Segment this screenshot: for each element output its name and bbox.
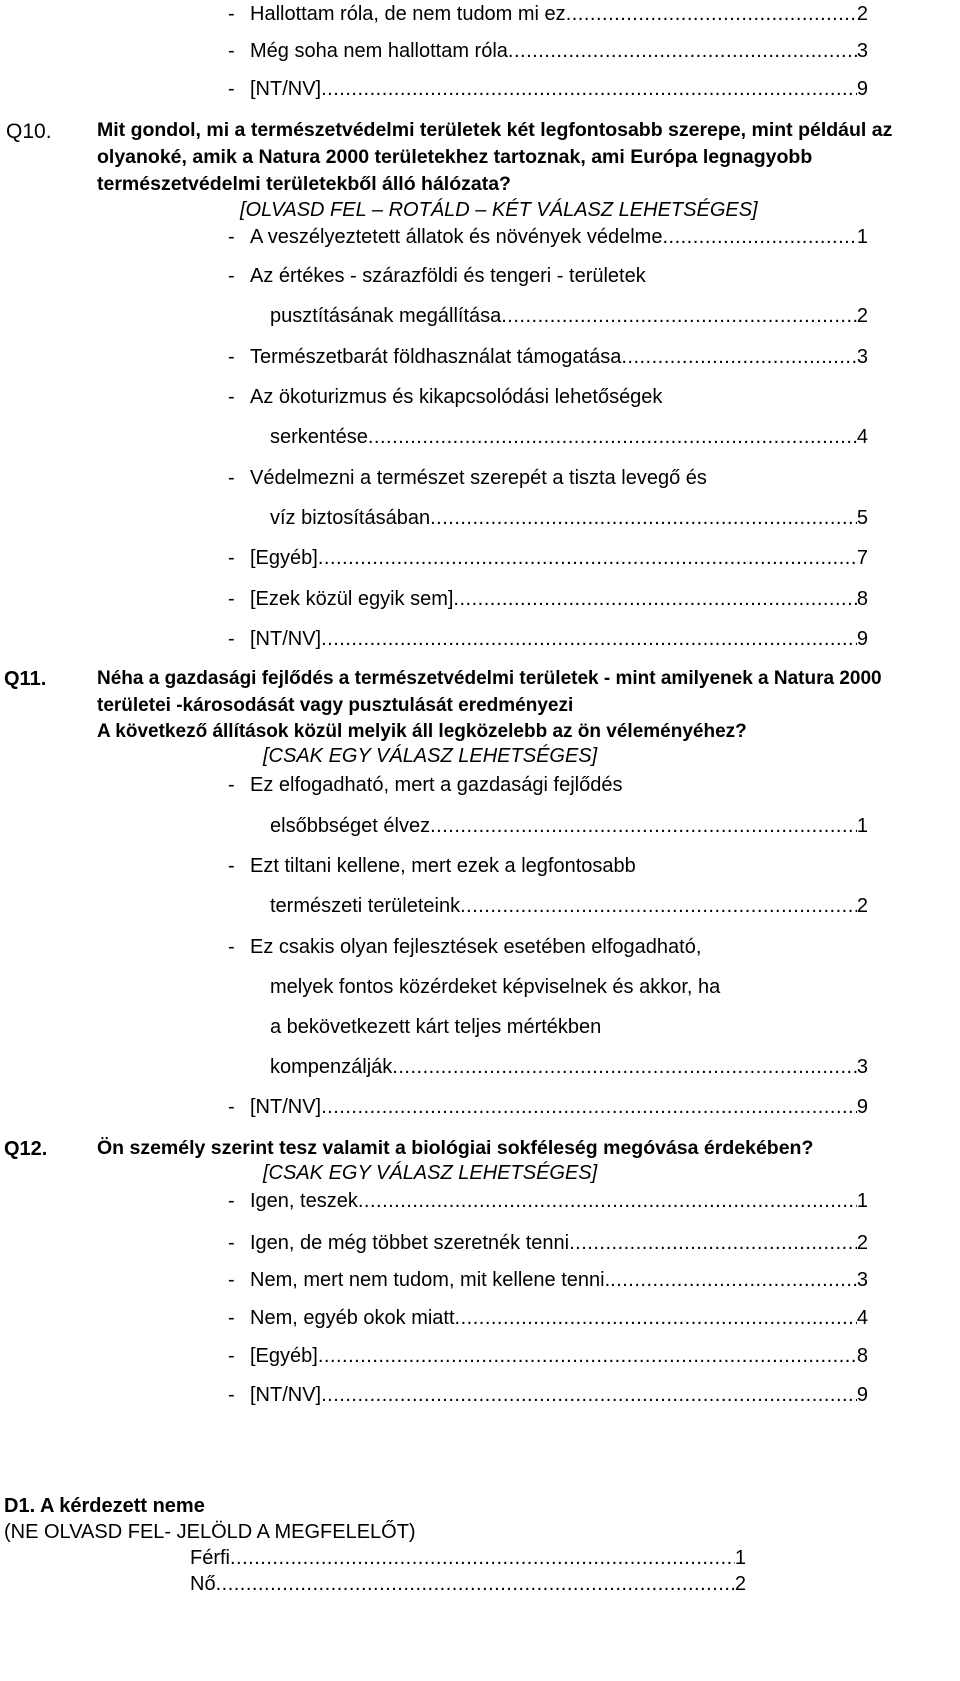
option-code: 8 — [856, 1345, 868, 1367]
option-label: Férfi — [190, 1547, 230, 1569]
option-code: 5 — [856, 507, 868, 529]
d1-title: D1. A kérdezett neme — [4, 1495, 205, 1517]
top-option-3: - [NT/NV] ..... 9 — [228, 79, 868, 99]
option-label: [NT/NV] — [250, 1384, 322, 1406]
q11-option-4: - [NT/NV] ..... 9 — [228, 1097, 868, 1117]
q12-text: Ön személy szerint tesz valamit a biológiai sokféleség megóvása érdekében? — [97, 1137, 814, 1159]
option-label: Ez elfogadható, mert a gazdasági fejlődés — [250, 774, 623, 796]
option-label: Ezt tiltani kellene, mert ezek a legfontosabb — [250, 855, 636, 877]
d1-option-1 — [190, 1548, 746, 1568]
q10-option-7: - [Ezek közül egyik sem] ..... 8 — [228, 589, 868, 609]
option-label: Az ökoturizmus és kikapcsolódási lehetőségek — [250, 386, 663, 408]
option-label: víz biztosításában — [270, 507, 431, 529]
option-label: természeti területeink — [270, 895, 461, 917]
option-label: kompenzálják — [270, 1056, 393, 1078]
q12-option-6: - [NT/NV] ..... 9 — [228, 1385, 868, 1405]
q10-option-2-line-1: - Az értékes - szárazföldi és tengeri - területek — [228, 265, 646, 287]
top-option-2: - Még soha nem hallottam róla ..... 3 — [228, 41, 868, 61]
q10-instruction: [OLVASD FEL – ROTÁLD – KÉT VÁLASZ LEHETSÉGES] — [240, 199, 758, 221]
option-label: Védelmezni a természet szerepét a tiszta levegő és — [250, 467, 707, 489]
q10-option-3: - Természetbarát földhasználat támogatása ..... 3 — [228, 347, 868, 367]
option-code: 9 — [856, 1384, 868, 1406]
option-code: 1 — [856, 226, 868, 248]
q11-text-line-2: területei -károsodását vagy pusztulását eredményezi — [97, 695, 574, 716]
option-code: 3 — [856, 40, 868, 62]
option-code: 2 — [856, 305, 868, 327]
q11-text-line-3: A következő állítások közül melyik áll legközelebb az ön véleményéhez? — [97, 721, 747, 742]
q10-number: Q10. — [6, 120, 52, 143]
option-label: [NT/NV] — [250, 1096, 322, 1118]
q10-text-line-2: olyanoké, amik a Natura 2000 területekhez tartoznak, ami Európa legnagyobb — [97, 146, 813, 168]
option-code: 9 — [856, 1096, 868, 1118]
q11-option-1-line-1: - Ez elfogadható, mert a gazdasági fejlődés — [228, 774, 623, 796]
option-label: pusztításának megállítása — [270, 305, 502, 327]
q11-option-3-line-1: - Ez csakis olyan fejlesztések esetében elfogadható, — [228, 936, 702, 958]
option-label: A veszélyeztetett állatok és növények védelme — [250, 226, 663, 248]
q10-option-2 — [270, 306, 868, 326]
q10-option-5-line-1: - Védelmezni a természet szerepét a tiszta levegő és — [228, 467, 707, 489]
option-code: 1 — [856, 815, 868, 837]
q12-option-2: - Igen, de még többet szeretnék tenni ..... 2 — [228, 1233, 868, 1253]
option-code: 3 — [856, 1056, 868, 1078]
option-label: [Ezek közül egyik sem] — [250, 588, 454, 610]
d1-option-2 — [190, 1574, 746, 1594]
option-code: 1 — [856, 1190, 868, 1212]
q11-option-2 — [270, 896, 868, 916]
q12-option-4: - Nem, egyéb okok miatt ..... 4 — [228, 1308, 868, 1328]
q10-option-8: - [NT/NV] ..... 9 — [228, 629, 868, 649]
q12-option-3: - Nem, mert nem tudom, mit kellene tenni. ..... 3 — [228, 1270, 868, 1290]
q10-option-4-line-1: - Az ökoturizmus és kikapcsolódási lehetőségek — [228, 386, 663, 408]
option-code: 4 — [856, 426, 868, 448]
option-label: Ez csakis olyan fejlesztések esetében elfogadható, — [250, 936, 702, 958]
option-code: 9 — [856, 78, 868, 100]
option-code: 8 — [856, 588, 868, 610]
option-code: 2 — [734, 1573, 746, 1595]
q10-option-5 — [270, 508, 868, 528]
option-label: Nem, mert nem tudom, mit kellene tenni. — [250, 1269, 611, 1291]
q11-option-3-line-2: melyek fontos közérdeket képviselnek és akkor, ha — [270, 976, 721, 998]
option-label: elsőbbséget élvez — [270, 815, 431, 837]
option-label: serkentése — [270, 426, 368, 448]
q11-option-2-line-1: - Ezt tiltani kellene, mert ezek a legfontosabb — [228, 855, 636, 877]
q10-text-line-3: természetvédelmi területekből álló hálózata? — [97, 173, 511, 195]
option-label: Igen, teszek — [250, 1190, 358, 1212]
q10-option-1: - A veszélyeztetett állatok és növények védelme ..... 1 — [228, 227, 868, 247]
top-option-1: - Hallottam róla, de nem tudom mi ez ..... 2 — [228, 4, 868, 24]
option-label: [NT/NV] — [250, 628, 322, 650]
option-code: 2 — [856, 1232, 868, 1254]
q12-number: Q12. — [4, 1138, 48, 1160]
q12-option-5: - [Egyéb] ..... 8 — [228, 1346, 868, 1366]
option-label: [Egyéb] — [250, 547, 318, 569]
option-label: Természetbarát földhasználat támogatása — [250, 346, 622, 368]
option-code: 2 — [856, 895, 868, 917]
option-label: [Egyéb] — [250, 1345, 318, 1367]
q10-option-4 — [270, 427, 868, 447]
q11-number: Q11. — [4, 668, 47, 690]
q10-option-6: - [Egyéb] ..... 7 — [228, 548, 868, 568]
q12-instruction: [CSAK EGY VÁLASZ LEHETSÉGES] — [263, 1162, 598, 1184]
option-code: 1 — [734, 1547, 746, 1569]
option-label: Nő — [190, 1573, 216, 1595]
option-code: 3 — [856, 1269, 868, 1291]
option-code: 3 — [856, 346, 868, 368]
option-label: Az értékes - szárazföldi és tengeri - területek — [250, 265, 646, 287]
q10-text-line-1: Mit gondol, mi a természetvédelmi területek két legfontosabb szerepe, mint például az — [97, 119, 893, 141]
q12-option-1: - Igen, teszek ..... 1 — [228, 1191, 868, 1211]
q11-instruction: [CSAK EGY VÁLASZ LEHETSÉGES] — [263, 745, 598, 767]
q11-option-3 — [270, 1057, 868, 1077]
option-label: Hallottam róla, de nem tudom mi ez — [250, 3, 566, 25]
option-code: 2 — [856, 3, 868, 25]
option-label: Nem, egyéb okok miatt — [250, 1307, 455, 1329]
d1-instruction: (NE OLVASD FEL- JELÖLD A MEGFELELŐT) — [4, 1521, 416, 1543]
option-label: Még soha nem hallottam róla — [250, 40, 508, 62]
option-code: 9 — [856, 628, 868, 650]
q11-option-3-line-3: a bekövetkezett kárt teljes mértékben — [270, 1016, 602, 1038]
option-code: 4 — [856, 1307, 868, 1329]
q11-text-line-1: Néha a gazdasági fejlődés a természetvédelmi területek - mint amilyenek a Natura 2000 — [97, 668, 882, 689]
option-code: 7 — [856, 547, 868, 569]
q11-option-1 — [270, 816, 868, 836]
option-label: [NT/NV] — [250, 78, 322, 100]
option-label: Igen, de még többet szeretnék tenni — [250, 1232, 570, 1254]
